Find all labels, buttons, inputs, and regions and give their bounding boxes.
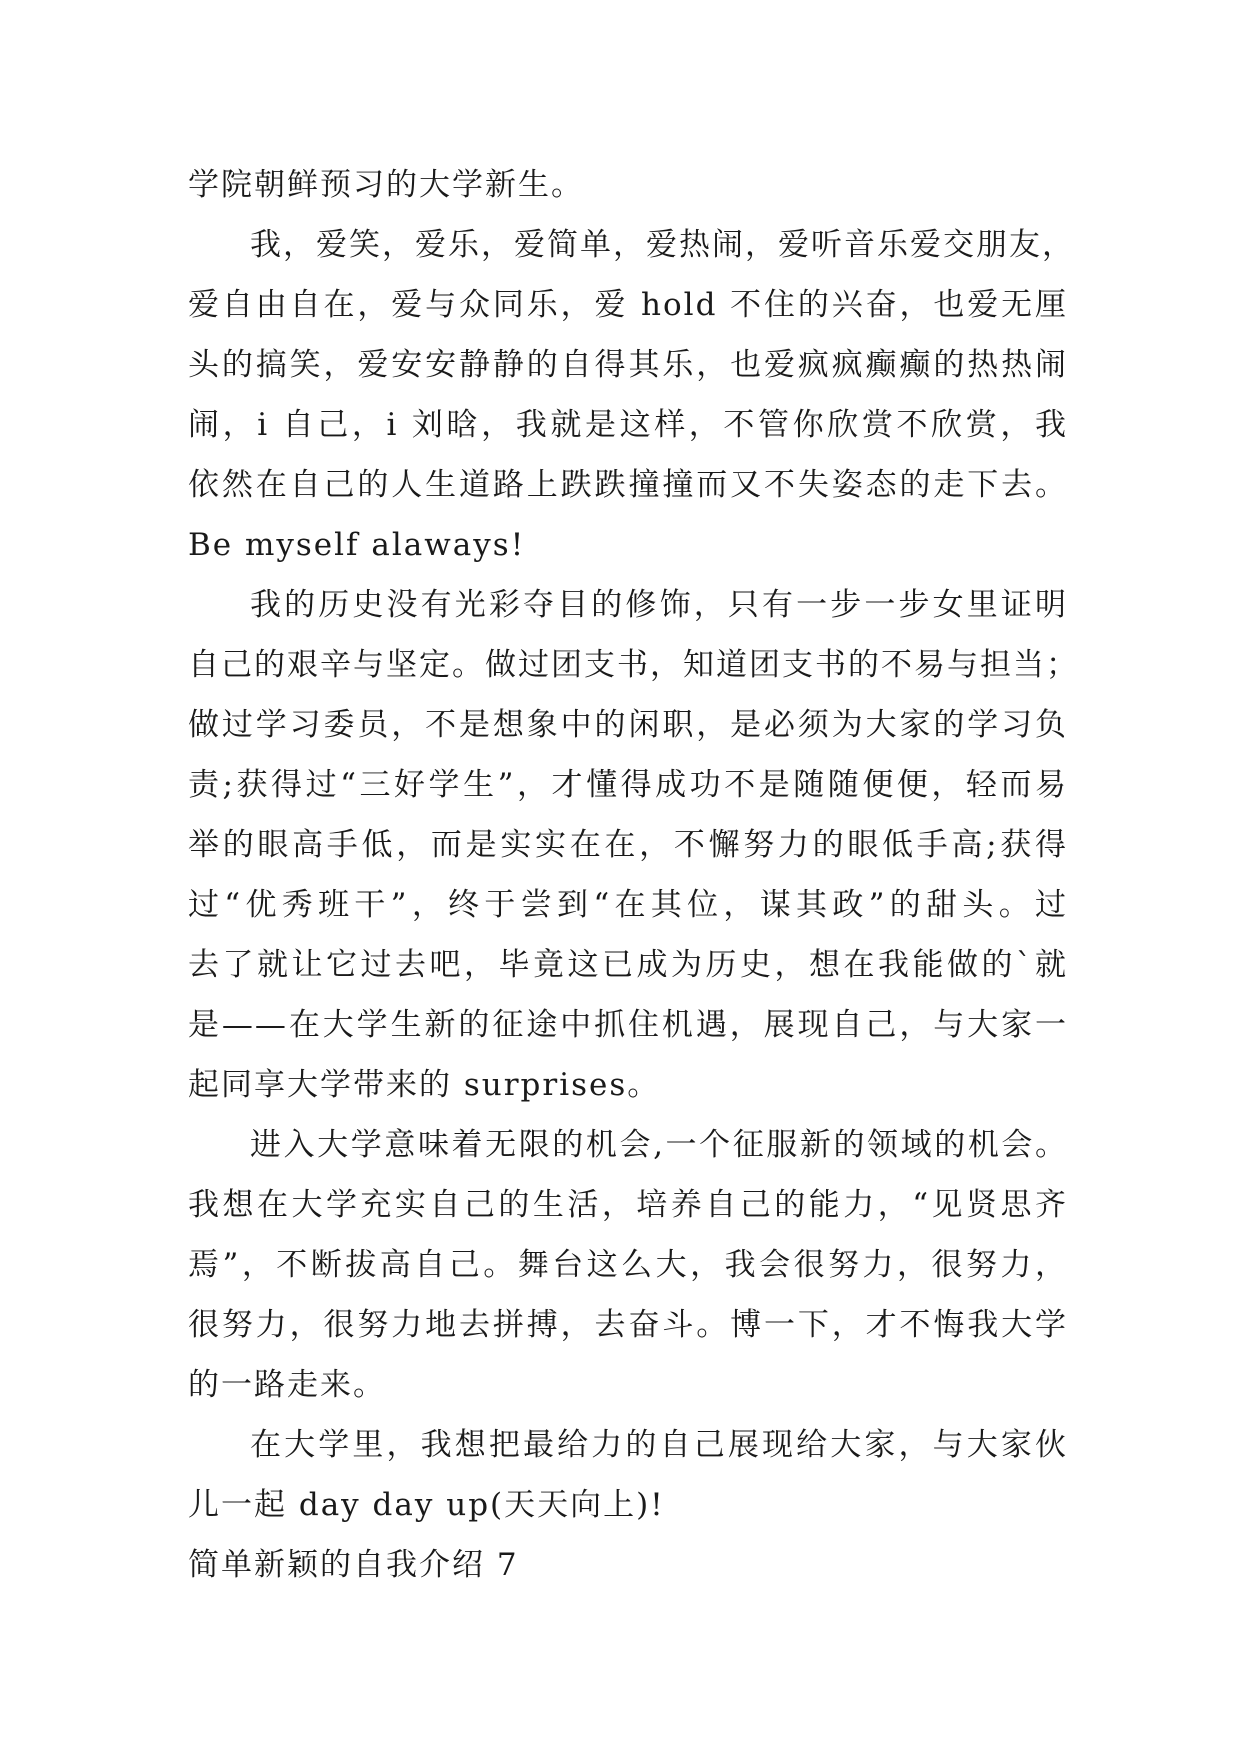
text-line: 做过学习委员，不是想象中的闲职，是必须为大家的学习负 [188,707,1068,743]
text-line: 过“优秀班干”，终于尝到“在其位，谋其政”的甜头。过 [188,887,1068,923]
section-heading: 简单新颖的自我介绍 7 [188,1547,519,1583]
text-line: 爱自由自在，爱与众同乐，爱 hold 不住的兴奋，也爱无厘 [188,287,1068,323]
text-line: 儿一起 day day up(天天向上)! [188,1487,665,1523]
text-line: 头的搞笑，爱安安静静的自得其乐，也爱疯疯癫癫的热热闹 [188,347,1068,383]
text-line: 是——在大学生新的征途中抓住机遇，展现自己，与大家一 [188,1007,1068,1043]
text-line: 学院朝鲜预习的大学新生。 [188,167,584,203]
text-line: 自己的艰辛与坚定。做过团支书，知道团支书的不易与担当； [188,647,1079,683]
text-line: 我，爱笑，爱乐，爱简单，爱热闹，爱听音乐爱交朋友， [250,227,1075,263]
text-line: 我的历史没有光彩夺目的修饰，只有一步一步女里证明 [250,587,1068,623]
text-line: 我想在大学充实自己的生活，培养自己的能力，“见贤思齐 [188,1187,1068,1223]
text-line: Be myself alaways! [188,527,526,563]
text-line: 去了就让它过去吧，毕竟这已成为历史，想在我能做的`就 [188,947,1068,983]
text-line: 很努力，很努力地去拼搏，去奋斗。博一下，才不悔我大学 [188,1307,1068,1343]
text-line: 起同享大学带来的 surprises。 [188,1067,661,1103]
text-line: 的一路走来。 [188,1367,386,1403]
text-line: 责;获得过“三好学生”，才懂得成功不是随随便便，轻而易 [188,767,1068,803]
text-line: 举的眼高手低，而是实实在在，不懈努力的眼低手高;获得 [188,827,1068,863]
text-line: 进入大学意味着无限的机会,一个征服新的领域的机会。 [250,1127,1068,1163]
text-line: 依然在自己的人生道路上跌跌撞撞而又不失姿态的走下去。 [188,467,1068,503]
text-line: 闹，i 自己，i 刘晗，我就是这样，不管你欣赏不欣赏，我 [188,407,1068,443]
text-line: 焉”，不断拔高自己。舞台这么大，我会很努力，很努力， [188,1247,1068,1283]
text-line: 在大学里，我想把最给力的自己展现给大家，与大家伙 [250,1427,1068,1463]
